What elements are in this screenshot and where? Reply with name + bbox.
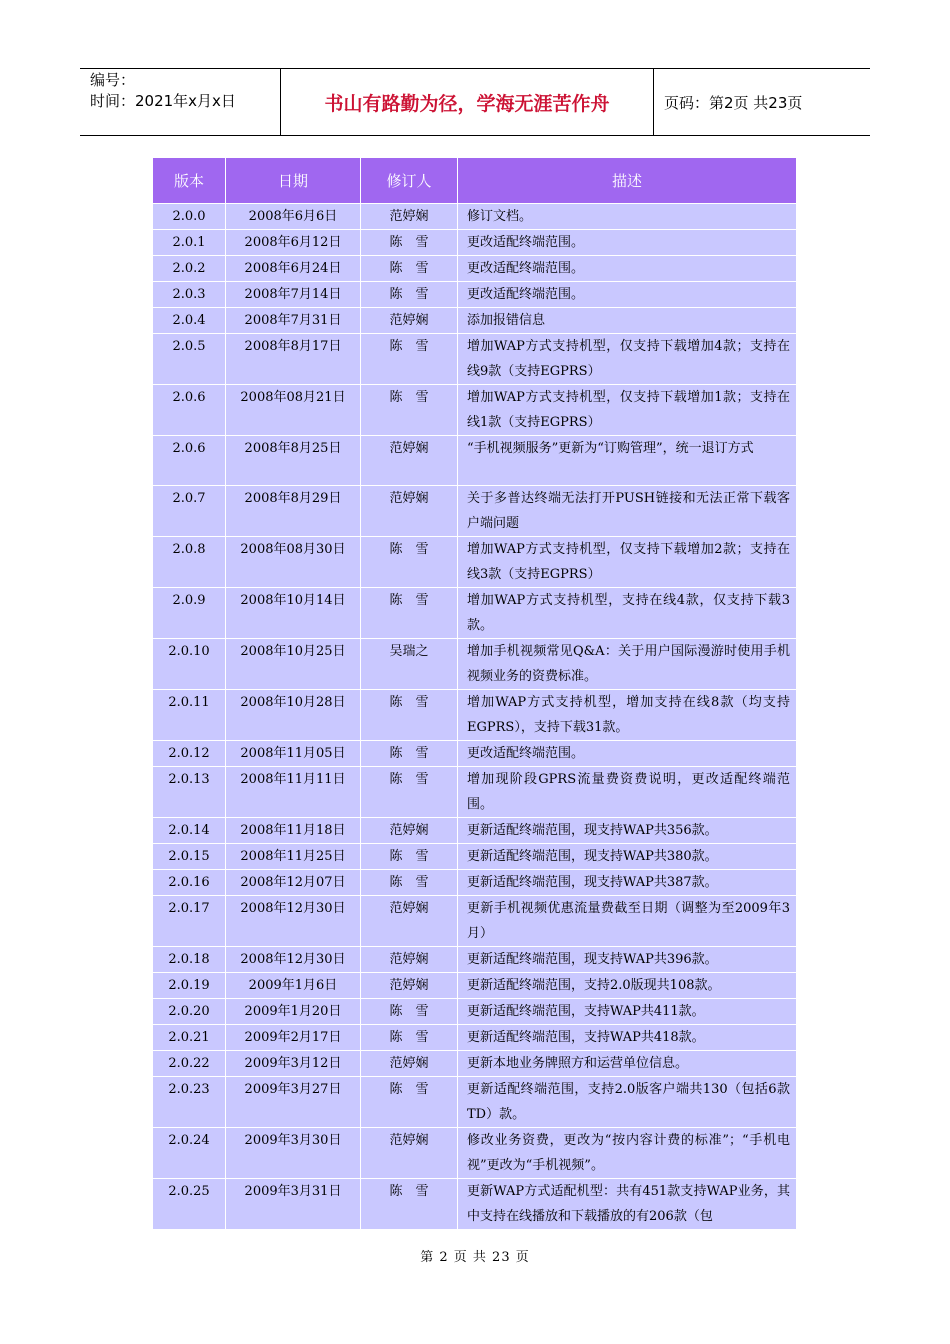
column-header-version: 版本 <box>153 158 226 204</box>
table-row <box>153 741 797 767</box>
date-cell: 2009年2月17日 <box>226 1025 361 1051</box>
description-cell: 更新适配终端范围，现支持WAP共356款。 <box>458 818 797 844</box>
table-row <box>153 1128 797 1179</box>
reviser-cell: 陈 雪 <box>361 844 458 870</box>
date-cell: 2008年12月30日 <box>226 947 361 973</box>
table-header-row <box>153 158 797 204</box>
date-cell: 2008年7月14日 <box>226 282 361 308</box>
table-body <box>153 204 797 1230</box>
description-cell: 更新适配终端范围，现支持WAP共387款。 <box>458 870 797 896</box>
description-cell: 关于多普达终端无法打开PUSH链接和无法正常下载客户端问题 <box>458 486 797 537</box>
reviser-cell: 陈 雪 <box>361 870 458 896</box>
description-cell: 更新适配终端范围，支持WAP共418款。 <box>458 1025 797 1051</box>
reviser-cell: 陈 雪 <box>361 1179 458 1230</box>
date-cell: 2009年1月6日 <box>226 973 361 999</box>
version-cell: 2.0.7 <box>153 486 226 537</box>
table-row <box>153 308 797 334</box>
reviser-cell: 范婷娴 <box>361 204 458 230</box>
table-row <box>153 690 797 741</box>
table-row <box>153 844 797 870</box>
table-row <box>153 767 797 818</box>
reviser-cell: 陈 雪 <box>361 1077 458 1128</box>
version-cell: 2.0.18 <box>153 947 226 973</box>
version-cell: 2.0.19 <box>153 973 226 999</box>
description-cell: 更新WAP方式适配机型：共有451款支持WAP业务，其中支持在线播放和下载播放的有206款（包 <box>458 1179 797 1230</box>
date-cell: 2008年8月25日 <box>226 436 361 486</box>
description-cell: 添加报错信息 <box>458 308 797 334</box>
date-cell: 2008年11月11日 <box>226 767 361 818</box>
table-row <box>153 204 797 230</box>
date-cell: 2009年3月12日 <box>226 1051 361 1077</box>
version-cell: 2.0.8 <box>153 537 226 588</box>
version-cell: 2.0.22 <box>153 1051 226 1077</box>
reviser-cell: 范婷娴 <box>361 436 458 486</box>
version-cell: 2.0.20 <box>153 999 226 1025</box>
version-cell: 2.0.11 <box>153 690 226 741</box>
date-cell: 2008年7月31日 <box>226 308 361 334</box>
description-cell: “手机视频服务”更新为“订购管理”，统一退订方式 <box>458 436 797 486</box>
page-footer: 第 2 页 共 23 页 <box>420 1250 530 1265</box>
description-cell: 更新手机视频优惠流量费截至日期（调整为至2009年3月） <box>458 896 797 947</box>
description-cell: 增加WAP方式支持机型，支持在线4款，仅支持下载3款。 <box>458 588 797 639</box>
version-cell: 2.0.3 <box>153 282 226 308</box>
table-row <box>153 537 797 588</box>
table-row <box>153 973 797 999</box>
header-meta <box>80 69 281 135</box>
description-cell: 更改适配终端范围。 <box>458 230 797 256</box>
date-cell: 2008年08月30日 <box>226 537 361 588</box>
description-cell: 更新本地业务牌照方和运营单位信息。 <box>458 1051 797 1077</box>
reviser-cell: 范婷娴 <box>361 896 458 947</box>
table-row <box>153 947 797 973</box>
version-cell: 2.0.4 <box>153 308 226 334</box>
table-row <box>153 230 797 256</box>
version-cell: 2.0.17 <box>153 896 226 947</box>
date-cell: 2008年11月05日 <box>226 741 361 767</box>
version-cell: 2.0.23 <box>153 1077 226 1128</box>
date-cell: 2008年6月24日 <box>226 256 361 282</box>
date-cell: 2008年8月29日 <box>226 486 361 537</box>
version-cell: 2.0.12 <box>153 741 226 767</box>
reviser-cell: 陈 雪 <box>361 1025 458 1051</box>
reviser-cell: 陈 雪 <box>361 334 458 385</box>
reviser-cell: 陈 雪 <box>361 588 458 639</box>
version-cell: 2.0.15 <box>153 844 226 870</box>
version-cell: 2.0.24 <box>153 1128 226 1179</box>
table-row <box>153 436 797 486</box>
table-row <box>153 486 797 537</box>
date-cell: 2008年11月25日 <box>226 844 361 870</box>
table-row <box>153 1025 797 1051</box>
reviser-cell: 范婷娴 <box>361 1051 458 1077</box>
reviser-cell: 陈 雪 <box>361 741 458 767</box>
description-cell: 更新适配终端范围，支持WAP共411款。 <box>458 999 797 1025</box>
page-header <box>80 68 870 136</box>
description-cell: 增加WAP方式支持机型，增加支持在线8款（均支持EGPRS），支持下载31款。 <box>458 690 797 741</box>
table-row <box>153 999 797 1025</box>
version-cell: 2.0.10 <box>153 639 226 690</box>
table-row <box>153 256 797 282</box>
version-cell: 2.0.1 <box>153 230 226 256</box>
date-cell: 2009年3月31日 <box>226 1179 361 1230</box>
date-cell: 2008年08月21日 <box>226 385 361 436</box>
version-cell: 2.0.14 <box>153 818 226 844</box>
description-cell: 修改业务资费，更改为“按内容计费的标准”；“手机电视”更改为“手机视频”。 <box>458 1128 797 1179</box>
reviser-cell: 范婷娴 <box>361 486 458 537</box>
table-row <box>153 870 797 896</box>
table-row <box>153 1051 797 1077</box>
table-row <box>153 282 797 308</box>
reviser-cell: 范婷娴 <box>361 1128 458 1179</box>
reviser-cell: 范婷娴 <box>361 947 458 973</box>
description-cell: 更改适配终端范围。 <box>458 282 797 308</box>
date-cell: 2008年12月07日 <box>226 870 361 896</box>
version-cell: 2.0.21 <box>153 1025 226 1051</box>
header-page-info: 页码：第2页 共23页 <box>664 93 803 112</box>
description-cell: 增加手机视频常见Q&A：关于用户国际漫游时使用手机视频业务的资费标准。 <box>458 639 797 690</box>
date-cell: 2008年10月28日 <box>226 690 361 741</box>
reviser-cell: 陈 雪 <box>361 256 458 282</box>
description-cell: 增加WAP方式支持机型，仅支持下载增加1款；支持在线1款（支持EGPRS） <box>458 385 797 436</box>
date-cell: 2008年11月18日 <box>226 818 361 844</box>
table-row <box>153 639 797 690</box>
date-cell: 2009年3月30日 <box>226 1128 361 1179</box>
description-cell: 更新适配终端范围，支持2.0版客户端共130（包括6款TD）款。 <box>458 1077 797 1128</box>
reviser-cell: 陈 雪 <box>361 282 458 308</box>
version-cell: 2.0.13 <box>153 767 226 818</box>
table-row <box>153 385 797 436</box>
date-cell: 2008年6月6日 <box>226 204 361 230</box>
table-row <box>153 588 797 639</box>
description-cell: 增加WAP方式支持机型，仅支持下载增加4款；支持在线9款（支持EGPRS） <box>458 334 797 385</box>
date-cell: 2008年10月25日 <box>226 639 361 690</box>
description-cell: 增加现阶段GPRS流量费资费说明，更改适配终端范围。 <box>458 767 797 818</box>
version-cell: 2.0.16 <box>153 870 226 896</box>
description-cell: 更改适配终端范围。 <box>458 741 797 767</box>
revision-history-table <box>152 157 797 1230</box>
reviser-cell: 陈 雪 <box>361 385 458 436</box>
date-cell: 2009年3月27日 <box>226 1077 361 1128</box>
version-cell: 2.0.0 <box>153 204 226 230</box>
column-header-description: 描述 <box>458 158 797 204</box>
reviser-cell: 陈 雪 <box>361 767 458 818</box>
column-header-reviser: 修订人 <box>361 158 458 204</box>
date-cell: 2008年10月14日 <box>226 588 361 639</box>
version-cell: 2.0.2 <box>153 256 226 282</box>
description-cell: 更新适配终端范围，支持2.0版现共108款。 <box>458 973 797 999</box>
reviser-cell: 陈 雪 <box>361 690 458 741</box>
description-cell: 更改适配终端范围。 <box>458 256 797 282</box>
reviser-cell: 范婷娴 <box>361 308 458 334</box>
column-header-date: 日期 <box>226 158 361 204</box>
document-number-label: 编号： <box>90 71 136 89</box>
version-cell: 2.0.6 <box>153 385 226 436</box>
reviser-cell: 陈 雪 <box>361 230 458 256</box>
description-cell: 更新适配终端范围，现支持WAP共396款。 <box>458 947 797 973</box>
date-cell: 2008年6月12日 <box>226 230 361 256</box>
version-cell: 2.0.25 <box>153 1179 226 1230</box>
table-row <box>153 1179 797 1230</box>
table-row <box>153 818 797 844</box>
description-cell: 更新适配终端范围，现支持WAP共380款。 <box>458 844 797 870</box>
version-cell: 2.0.9 <box>153 588 226 639</box>
reviser-cell: 吴瑞之 <box>361 639 458 690</box>
description-cell: 修订文档。 <box>458 204 797 230</box>
date-cell: 2009年1月20日 <box>226 999 361 1025</box>
table-row <box>153 896 797 947</box>
table-row <box>153 334 797 385</box>
header-motto: 书山有路勤为径，学海无涯苦作舟 <box>281 69 654 135</box>
table-row <box>153 1077 797 1128</box>
version-cell: 2.0.6 <box>153 436 226 486</box>
version-cell: 2.0.5 <box>153 334 226 385</box>
reviser-cell: 陈 雪 <box>361 537 458 588</box>
document-time-label: 时间：2021年x月x日 <box>90 92 236 110</box>
reviser-cell: 陈 雪 <box>361 999 458 1025</box>
reviser-cell: 范婷娴 <box>361 818 458 844</box>
description-cell: 增加WAP方式支持机型，仅支持下载增加2款；支持在线3款（支持EGPRS） <box>458 537 797 588</box>
reviser-cell: 范婷娴 <box>361 973 458 999</box>
date-cell: 2008年12月30日 <box>226 896 361 947</box>
date-cell: 2008年8月17日 <box>226 334 361 385</box>
